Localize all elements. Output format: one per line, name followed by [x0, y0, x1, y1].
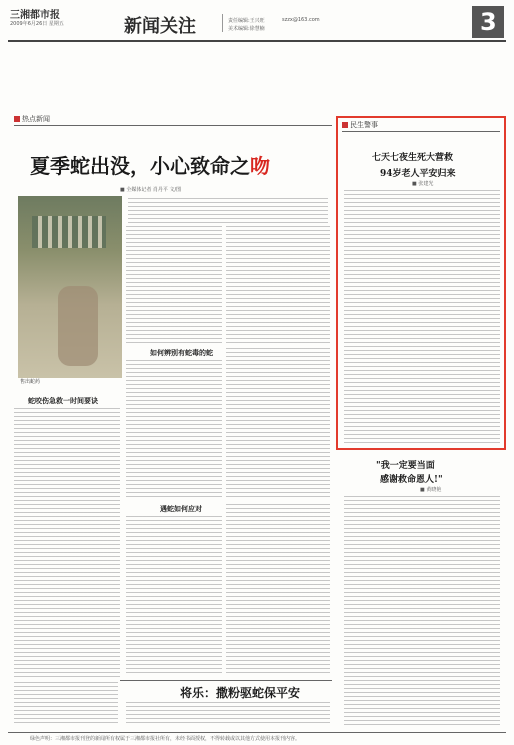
left-col-text-2 [126, 360, 222, 500]
main-headline [30, 150, 270, 179]
bottom-rule [120, 680, 332, 681]
sub-head-3: 遇蛇如何应对 [160, 505, 202, 513]
far-left-text [14, 408, 120, 678]
bottom-text [126, 702, 330, 726]
section-title: 新闻关注 [124, 16, 196, 37]
sub-head-2: 蛇咬伤急救一时间要诀 [28, 397, 98, 405]
main-headline-text: 夏季蛇出没，小心致命之 [30, 154, 250, 178]
left-col-text-1 [126, 226, 222, 346]
right-sub-head-2: 感谢救命恩人!" [380, 475, 443, 485]
center-col-text-1 [226, 226, 330, 346]
right-text-1 [344, 190, 500, 444]
footer-line: 绿色声明：三湘都市报刊登的新闻所有权属于三湘都市报社所有，未经书面授权，不得转载或以其他方式使用本报刊内容。 [30, 736, 301, 742]
right-headline-2: 94岁老人平安归来 [380, 169, 456, 179]
right-text-2 [344, 496, 500, 728]
kicker-rule [14, 125, 332, 126]
center-col-text-3 [226, 504, 330, 676]
kicker: 热点新闻 [22, 115, 50, 123]
sub-head-1: 如何辨别有蛇毒的蛇 [150, 349, 213, 357]
photo-hand [58, 286, 98, 366]
masthead: 三湘都市报 [10, 10, 60, 21]
center-col-text-2 [226, 348, 330, 500]
right-tag-marker [342, 122, 348, 128]
bottom-headline: 将乐：撒粉驱蛇保平安 [180, 686, 301, 700]
headline-emphasis: 吻 [250, 154, 270, 178]
footer-rule [8, 732, 506, 733]
right-tag-rule [342, 131, 500, 132]
email: szzx@163.com [282, 17, 320, 23]
intro-text [128, 198, 328, 224]
right-sub-byline: ■ 黄晓艳 [420, 487, 442, 493]
kicker-marker [14, 116, 20, 122]
page-number: 3 [480, 8, 497, 36]
right-sub-head-1: "我一定要当面 [376, 461, 435, 471]
editor-line-1: 责任编辑:王兴旺 [228, 18, 265, 24]
photo-jars [32, 216, 106, 248]
right-byline: ■ 张建光 [412, 181, 434, 187]
photo-caption: 售出蛇药 [20, 379, 41, 385]
bottom-left-text [14, 682, 118, 726]
snake-medicine-photo [18, 196, 122, 378]
header-rule [8, 40, 506, 42]
header-divider [222, 14, 223, 32]
date-line: 2009年6月26日 星期五 [10, 21, 64, 27]
main-byline: ■ 全媒体记者 肖丹平 文/图 [120, 187, 182, 193]
editor-line-2: 美术编辑:徐慧楠 [228, 26, 265, 32]
right-headline-1: 七天七夜生死大营救 [372, 153, 454, 163]
right-tag: 民生警事 [350, 121, 378, 129]
left-col-text-3 [126, 516, 222, 676]
